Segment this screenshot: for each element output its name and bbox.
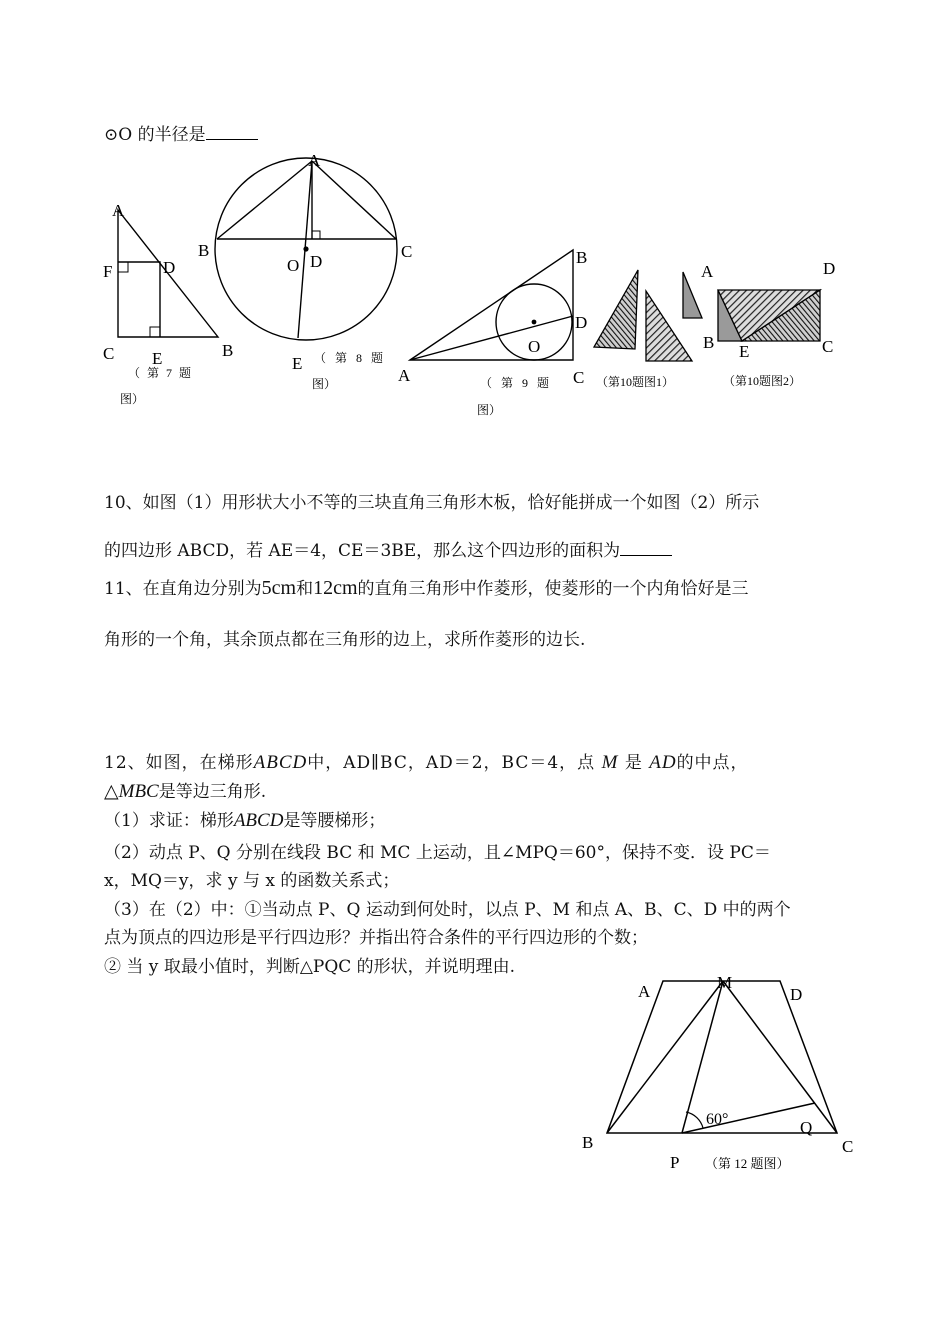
fig7-caption-2: 图） — [120, 392, 145, 406]
q12-l1d: 的中点， — [676, 753, 749, 773]
q12-l3b: 是等腰梯形； — [283, 811, 386, 831]
q11-part-2: 和 — [296, 579, 314, 599]
q12-l3a: （1）求证：梯形 — [104, 811, 234, 831]
q11-part-1: 11、在直角边分别为 — [104, 579, 262, 599]
fig7-label-A: A — [112, 201, 125, 220]
fig7-label-E: E — [152, 349, 163, 368]
fig9-caption-1: （ 第 9 题 — [480, 376, 553, 390]
fig8-label-B: B — [198, 241, 210, 260]
fig7-label-C: C — [103, 344, 115, 363]
fig7-label-B: B — [222, 341, 234, 360]
prev-question-text: ⊙O 的半径是 — [104, 125, 206, 145]
fig9-label-C: C — [573, 368, 585, 387]
fig10-label-D: D — [823, 259, 836, 278]
fig9-label-O: O — [528, 337, 541, 356]
fig9-label-D: D — [575, 313, 588, 332]
q12-line-1 — [104, 748, 749, 774]
fig10-label-E: E — [739, 342, 750, 361]
fig12-label-M: M — [717, 973, 733, 992]
figure-9 — [395, 240, 600, 420]
fig12-label-Q: Q — [800, 1118, 813, 1137]
prev-question-line — [104, 120, 258, 145]
q12-l1c: 是 — [624, 753, 643, 773]
fig9-label-A: A — [398, 366, 411, 385]
fig8-label-A: A — [308, 151, 321, 170]
q11-line-1 — [104, 574, 749, 600]
q12-l1-abcd: ABCD — [253, 752, 308, 773]
fig12-label-C: C — [842, 1137, 854, 1156]
q12-l1b: 中，AD∥BC，AD＝2，BC＝4，点 — [307, 753, 596, 773]
q12-line-3 — [104, 806, 385, 832]
q11-value-1: 5cm — [261, 577, 297, 599]
q11-value-2: 12cm — [313, 577, 358, 599]
q12-line-7: 点为顶点的四边形是平行四边形？并指出符合条件的平行四边形的个数； — [104, 928, 648, 948]
fig8-caption-2: 图） — [312, 377, 337, 391]
q10-line-2-text: 的四边形 ABCD，若 AE＝4，CE＝3BE，那么这个四边形的面积为 — [104, 541, 621, 561]
fig7-label-F: F — [103, 262, 113, 281]
q12-l3-abcd: ABCD — [233, 810, 284, 831]
fig9-caption-2: 图） — [477, 403, 502, 417]
fig12-label-D: D — [790, 985, 803, 1004]
figure-8 — [190, 150, 430, 400]
q11-part-3: 的直角三角形中作菱形，使菱形的一个内角恰好是三 — [357, 579, 749, 599]
fig7-label-D: D — [163, 258, 176, 277]
q12-line-8: ② 当 y 取最小值时，判断△PQC 的形状，并说明理由. — [104, 957, 516, 977]
fig10-1-caption: （第10题图1） — [596, 375, 675, 389]
q12-line-2 — [104, 777, 266, 803]
q11-line-2: 角形的一个角，其余顶点都在三角形的边上，求所作菱形的边长. — [104, 630, 586, 650]
fig10-2-caption: （第10题图2） — [723, 374, 802, 388]
fig8-label-D: D — [310, 252, 323, 271]
q12-line-4: （2）动点 P、Q 分别在线段 BC 和 MC 上运动，且∠MPQ＝60°，保持不变．设 PC＝ — [104, 843, 771, 863]
q12-l2b: 是等边三角形. — [158, 782, 267, 802]
q10-answer-blank — [620, 541, 672, 556]
fig12-label-B: B — [582, 1133, 594, 1152]
q12-l1-ad: AD — [649, 752, 677, 773]
fig8-label-C: C — [401, 242, 413, 261]
figure-10 — [590, 255, 850, 400]
figure-12 — [575, 965, 865, 1180]
fig12-label-A: A — [638, 982, 651, 1001]
fig7-caption-1: （ 第 7 题 — [128, 366, 194, 380]
fig8-label-O: O — [287, 256, 300, 275]
answer-blank — [206, 125, 258, 140]
q12-line-6: （3）在（2）中：①当动点 P、Q 运动到何处时，以点 P、M 和点 A、B、C、D 中的两个 — [104, 900, 791, 920]
fig10-label-B: B — [703, 333, 715, 352]
fig10-label-C: C — [822, 337, 834, 356]
q12-l1a: 12、如图，在梯形 — [104, 753, 254, 773]
q10-line-2 — [104, 536, 672, 561]
q10-line-1: 10、如图（1）用形状大小不等的三块直角三角形木板，恰好能拼成一个如图（2）所示 — [104, 493, 760, 513]
fig8-label-E: E — [292, 354, 303, 373]
q12-l1-m: M — [601, 752, 619, 773]
fig9-label-B: B — [576, 248, 588, 267]
fig12-angle: 60° — [706, 1111, 729, 1128]
q12-line-5: x，MQ＝y，求 y 与 x 的函数关系式； — [104, 871, 400, 891]
fig10-label-A: A — [701, 262, 714, 281]
fig12-label-P: P — [670, 1153, 680, 1172]
fig8-caption-1: （ 第 8 题 — [314, 351, 387, 365]
q12-l2-mbc: △MBC — [104, 781, 159, 802]
fig12-caption: （第 12 题图） — [705, 1156, 790, 1171]
